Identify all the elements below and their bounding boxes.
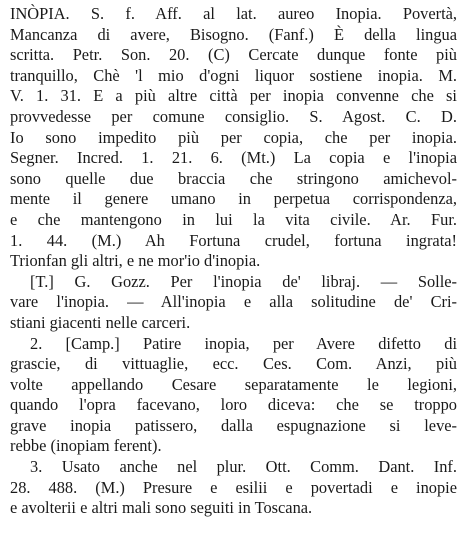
text-line: e avolterii e altri mali sono seguiti in Toscana. — [10, 498, 313, 518]
text-line: provvedesse per comune consiglio. S. Agost. C. D. — [10, 106, 457, 126]
text-line: Mancanza di avere, Bisogno. (Fanf.) È della lingua — [10, 24, 457, 44]
text-line: volte appellando Cesare separatamente le legioni, — [10, 374, 457, 394]
text-line: scritta. Petr. Son. 20. (C) Cercate dunque fonte più — [10, 45, 457, 65]
text-line: sono quelle due braccia che stringono amichevol- — [10, 168, 457, 188]
text-line: mente il genere umano in perpetua corrispondenza, — [10, 189, 457, 209]
text-line: [T.] G. Gozz. Per l'inopia de' libraj. — Solle- — [30, 271, 457, 291]
entry-inopia — [10, 4, 457, 272]
sense-3 — [10, 457, 457, 519]
sense-2 — [10, 334, 457, 458]
text-line: quando l'opra facevano, loro diceva: che se troppo — [10, 395, 457, 415]
text-line: grave inopia patissero, dalla espugnazione si leve- — [10, 415, 457, 435]
text-line: 2. [Camp.] Patire inopia, per Avere difetto di — [30, 333, 457, 353]
text-line: vare l'inopia. — All'inopia e alla solitudine de' Cri- — [10, 292, 457, 312]
text-line: rebbe (inopiam ferent). — [10, 436, 162, 456]
note-tommaseo — [10, 272, 457, 334]
text-line: V. 1. 31. E a più altre città per inopia convenne che si — [10, 86, 457, 106]
text-line: 1. 44. (M.) Ah Fortuna crudel, fortuna ingrata! — [10, 230, 457, 250]
text-line: 28. 488. (M.) Presure e esilii e povertadi e inopie — [10, 477, 457, 497]
text-line: Segner. Incred. 1. 21. 6. (Mt.) La copia e l'inopia — [10, 148, 457, 168]
text-line: tranquillo, Chè 'l mio d'ogni liquor sostiene inopia. M. — [10, 65, 457, 85]
text-line: stiani giacenti nelle carceri. — [10, 312, 191, 332]
text-line: e che mantengono in lui la vita civile. Ar. Fur. — [10, 209, 457, 229]
text-line: INÒPIA. S. f. Aff. al lat. aureo Inopia. Povertà, — [10, 4, 457, 23]
text-line: Io sono impedito più per copia, che per inopia. — [10, 127, 457, 147]
text-line: Trionfan gli altri, e ne mor'io d'inopia. — [10, 251, 261, 271]
text-line: grascie, di vittuaglie, ecc. Ces. Com. Anzi, più — [10, 354, 457, 374]
text-line: 3. Usato anche nel plur. Ott. Comm. Dant. Inf. — [30, 457, 457, 477]
